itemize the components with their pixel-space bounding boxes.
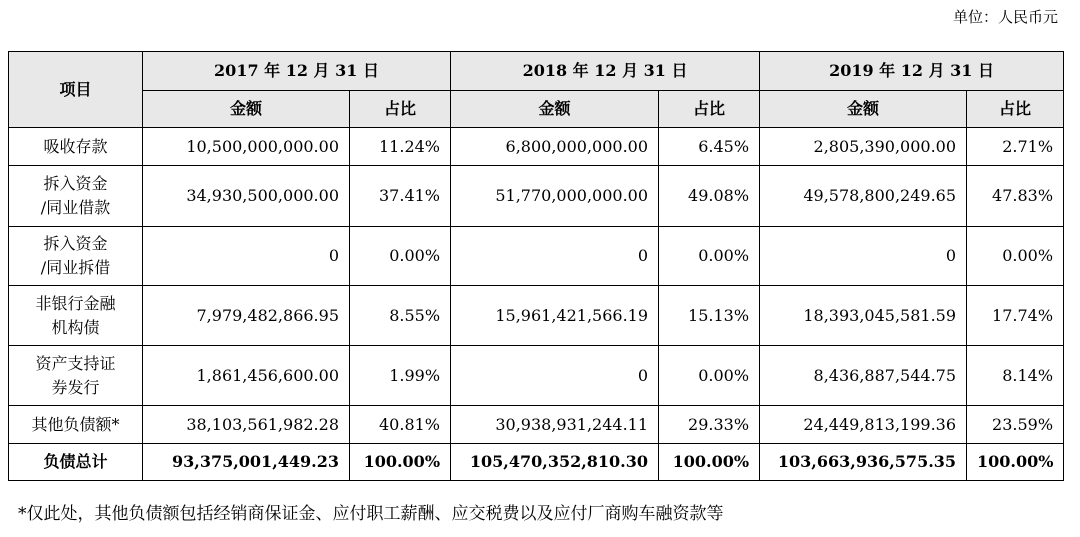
table-row	[9, 128, 1064, 166]
total-ratio: 100.00%	[350, 444, 451, 481]
total-label: 负债总计	[9, 444, 143, 481]
cell-amount: 51,770,000,000.00	[451, 166, 659, 227]
header-ratio: 占比	[350, 91, 451, 128]
header-ratio: 占比	[967, 91, 1064, 128]
cell-ratio: 40.81%	[350, 406, 451, 444]
cell-amount: 7,979,482,866.95	[143, 286, 350, 346]
total-row	[9, 444, 1064, 481]
cell-amount: 8,436,887,544.75	[760, 346, 967, 406]
unit-label: 单位：人民币元	[952, 8, 1058, 26]
cell-ratio: 49.08%	[659, 166, 760, 227]
cell-amount: 18,393,045,581.59	[760, 286, 967, 346]
cell-amount: 15,961,421,566.19	[451, 286, 659, 346]
cell-ratio: 47.83%	[967, 166, 1064, 227]
row-label: 其他负债额*	[9, 406, 143, 444]
cell-ratio: 8.14%	[967, 346, 1064, 406]
cell-amount: 10,500,000,000.00	[143, 128, 350, 166]
cell-ratio: 37.41%	[350, 166, 451, 227]
header-ratio: 占比	[659, 91, 760, 128]
total-amount: 93,375,001,449.23	[143, 444, 350, 481]
header-amount: 金额	[451, 91, 659, 128]
cell-ratio: 15.13%	[659, 286, 760, 346]
cell-ratio: 2.71%	[967, 128, 1064, 166]
cell-ratio: 17.74%	[967, 286, 1064, 346]
table-row	[9, 227, 1064, 286]
cell-amount: 6,800,000,000.00	[451, 128, 659, 166]
total-amount: 103,663,936,575.35	[760, 444, 967, 481]
header-period-2019: 2019 年 12 月 31 日	[760, 52, 1064, 91]
cell-amount: 49,578,800,249.65	[760, 166, 967, 227]
cell-ratio: 0.00%	[350, 227, 451, 286]
header-row-columns	[9, 91, 1064, 128]
header-amount: 金额	[143, 91, 350, 128]
cell-ratio: 0.00%	[659, 227, 760, 286]
total-ratio: 100.00%	[967, 444, 1064, 481]
liabilities-table	[8, 51, 1064, 481]
cell-amount: 2,805,390,000.00	[760, 128, 967, 166]
row-label: 拆入资金 /同业拆借	[9, 227, 143, 286]
total-ratio: 100.00%	[659, 444, 760, 481]
table-row	[9, 346, 1064, 406]
cell-amount: 34,930,500,000.00	[143, 166, 350, 227]
cell-amount: 24,449,813,199.36	[760, 406, 967, 444]
cell-ratio: 11.24%	[350, 128, 451, 166]
table-row	[9, 166, 1064, 227]
cell-ratio: 0.00%	[659, 346, 760, 406]
total-amount: 105,470,352,810.30	[451, 444, 659, 481]
row-label: 资产支持证 券发行	[9, 346, 143, 406]
cell-amount: 0	[451, 227, 659, 286]
cell-amount: 0	[143, 227, 350, 286]
cell-amount: 0	[760, 227, 967, 286]
cell-ratio: 6.45%	[659, 128, 760, 166]
row-label: 拆入资金 /同业借款	[9, 166, 143, 227]
header-period-2017: 2017 年 12 月 31 日	[143, 52, 451, 91]
cell-ratio: 1.99%	[350, 346, 451, 406]
cell-amount: 1,861,456,600.00	[143, 346, 350, 406]
table-row	[9, 406, 1064, 444]
header-amount: 金额	[760, 91, 967, 128]
cell-amount: 38,103,561,982.28	[143, 406, 350, 444]
cell-ratio: 23.59%	[967, 406, 1064, 444]
row-label: 非银行金融 机构债	[9, 286, 143, 346]
cell-amount: 30,938,931,244.11	[451, 406, 659, 444]
cell-amount: 0	[451, 346, 659, 406]
cell-ratio: 8.55%	[350, 286, 451, 346]
header-row-periods	[9, 52, 1064, 91]
cell-ratio: 0.00%	[967, 227, 1064, 286]
footnote: *仅此处，其他负债额包括经销商保证金、应付职工薪酬、应交税费以及应付厂商购车融资款等	[18, 504, 724, 524]
header-period-2018: 2018 年 12 月 31 日	[451, 52, 760, 91]
cell-ratio: 29.33%	[659, 406, 760, 444]
row-label: 吸收存款	[9, 128, 143, 166]
header-item: 项目	[9, 52, 143, 128]
table-row	[9, 286, 1064, 346]
